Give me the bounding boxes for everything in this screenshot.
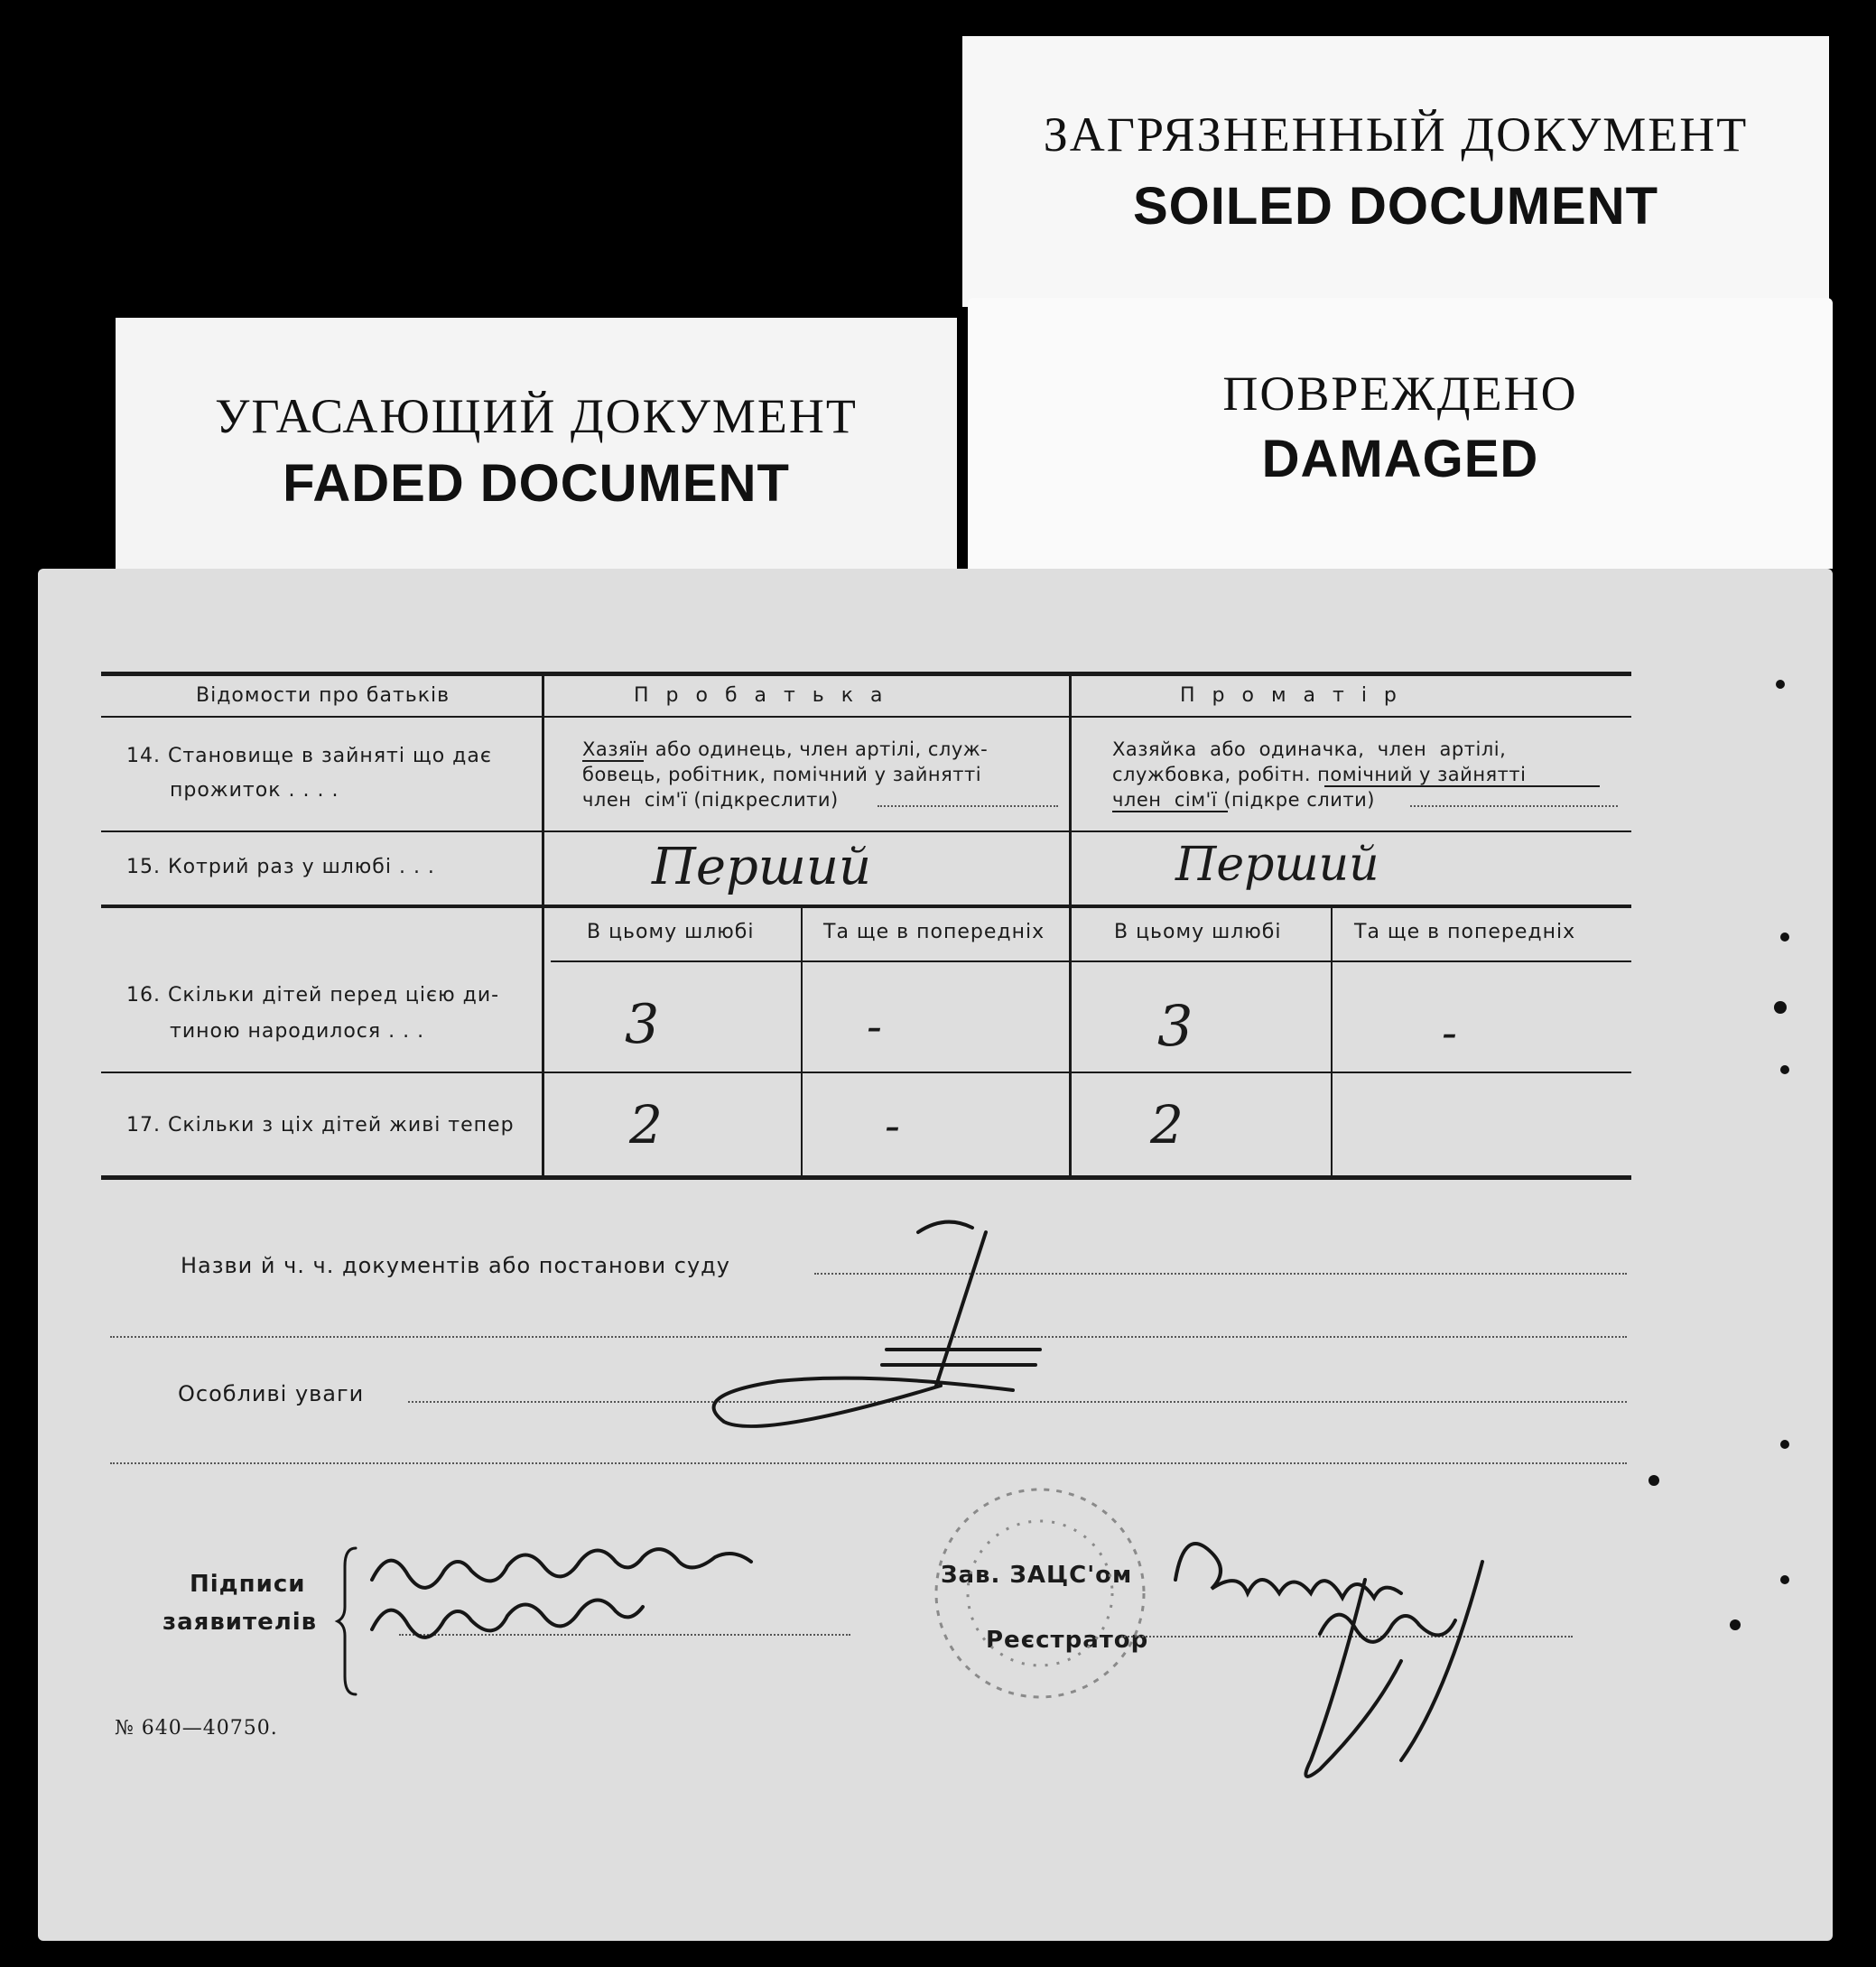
- header-mother: П р о м а т і р: [1180, 684, 1402, 707]
- soiled-label-en: SOILED DOCUMENT: [1132, 177, 1659, 236]
- row14-father-options-2: бовець, робітник, помічний у зайнятті: [582, 764, 982, 785]
- faded-label-ru: УГАСАЮЩИЙ ДОКУМЕНТ: [215, 389, 858, 443]
- cancel-mark-flourish: [714, 1378, 1013, 1426]
- head-signature: [1175, 1544, 1401, 1598]
- header-father: П р о б а т ь к а: [634, 684, 888, 707]
- damaged-label-ru: ПОВРЕЖДЕНО: [1222, 366, 1578, 421]
- soiled-label-ru: ЗАГРЯЗНЕННЫЙ ДОКУМЕНТ: [1043, 107, 1749, 162]
- form-number: № 640—40750.: [115, 1717, 278, 1740]
- row17-mother-this: 2: [1150, 1094, 1184, 1155]
- row14-mother-options-3: член сім'ї (підкре слити): [1112, 789, 1375, 811]
- registry-stamp: [936, 1489, 1144, 1697]
- row17-label: 17. Скільки з ціх дітей живі тепер: [126, 1114, 515, 1137]
- row14-mother-options-1: Хазяйка або одиначка, член артілі,: [1112, 738, 1507, 760]
- faded-label-en: FADED DOCUMENT: [283, 454, 790, 513]
- row14-mother-options-2: службовка, робітн. помічний у зайнятті: [1112, 764, 1527, 785]
- row15-mother-handwritten: Перший: [1175, 838, 1379, 892]
- damaged-document-label: [968, 298, 1833, 569]
- faded-document-label: [116, 318, 957, 580]
- damaged-label-en: DAMAGED: [1261, 430, 1539, 488]
- applicant-signature-1: [372, 1549, 751, 1588]
- subheader-mother-prev: Та ще в попередніх: [1354, 921, 1576, 943]
- header-parents-info: Відомости про батьків: [196, 684, 450, 707]
- row14-father-options-1: Хазяїн або одинець, член артілі, служ-: [582, 738, 989, 760]
- signatures-label-cont: заявителів: [163, 1609, 318, 1636]
- subheader-father-prev: Та ще в попередніх: [823, 921, 1045, 943]
- registrar-label: Реєстратор: [986, 1627, 1149, 1654]
- registrar-signature: [1305, 1562, 1482, 1777]
- row15-label: 15. Котрий раз у шлюбі . . .: [126, 856, 435, 878]
- subheader-father-this: В цьому шлюбі: [587, 921, 755, 943]
- row17-father-prev: -: [885, 1099, 900, 1152]
- cancel-mark-strokes: [882, 1222, 1040, 1386]
- row16-father-this: 3: [625, 993, 660, 1056]
- row14-father-options-3: член сім'ї (підкреслити): [582, 789, 839, 811]
- applicant-signature-2: [372, 1601, 643, 1638]
- row17-father-this: 2: [629, 1094, 663, 1155]
- row14-label: 14. Становище в зайняті що дає: [126, 745, 492, 767]
- notes-label: Особливі уваги: [178, 1381, 365, 1406]
- signature-bracket: [338, 1548, 356, 1694]
- row16-label: 16. Скільки дітей перед цією ди-: [126, 984, 500, 1007]
- signatures-label: Підписи: [190, 1571, 306, 1598]
- soiled-document-label: [962, 36, 1829, 307]
- row16-mother-prev: -: [1442, 1007, 1457, 1059]
- head-of-registry-label: Зав. ЗАЦС'ом: [941, 1562, 1133, 1589]
- row15-father-handwritten: Перший: [652, 838, 872, 896]
- row14-label-cont: прожиток . . . .: [170, 779, 339, 802]
- registry-form-card: [38, 569, 1833, 1941]
- handwriting-overlay: [38, 569, 1833, 1941]
- row16-mother-this: 3: [1157, 993, 1193, 1059]
- row16-label-cont: тиною народилося . . .: [170, 1020, 425, 1043]
- subheader-mother-this: В цьому шлюбі: [1114, 921, 1282, 943]
- punch-marks: [1648, 680, 1789, 1630]
- documents-label: Назви й ч. ч. документів або постанови суду: [181, 1253, 730, 1278]
- row16-father-prev: -: [867, 1000, 882, 1053]
